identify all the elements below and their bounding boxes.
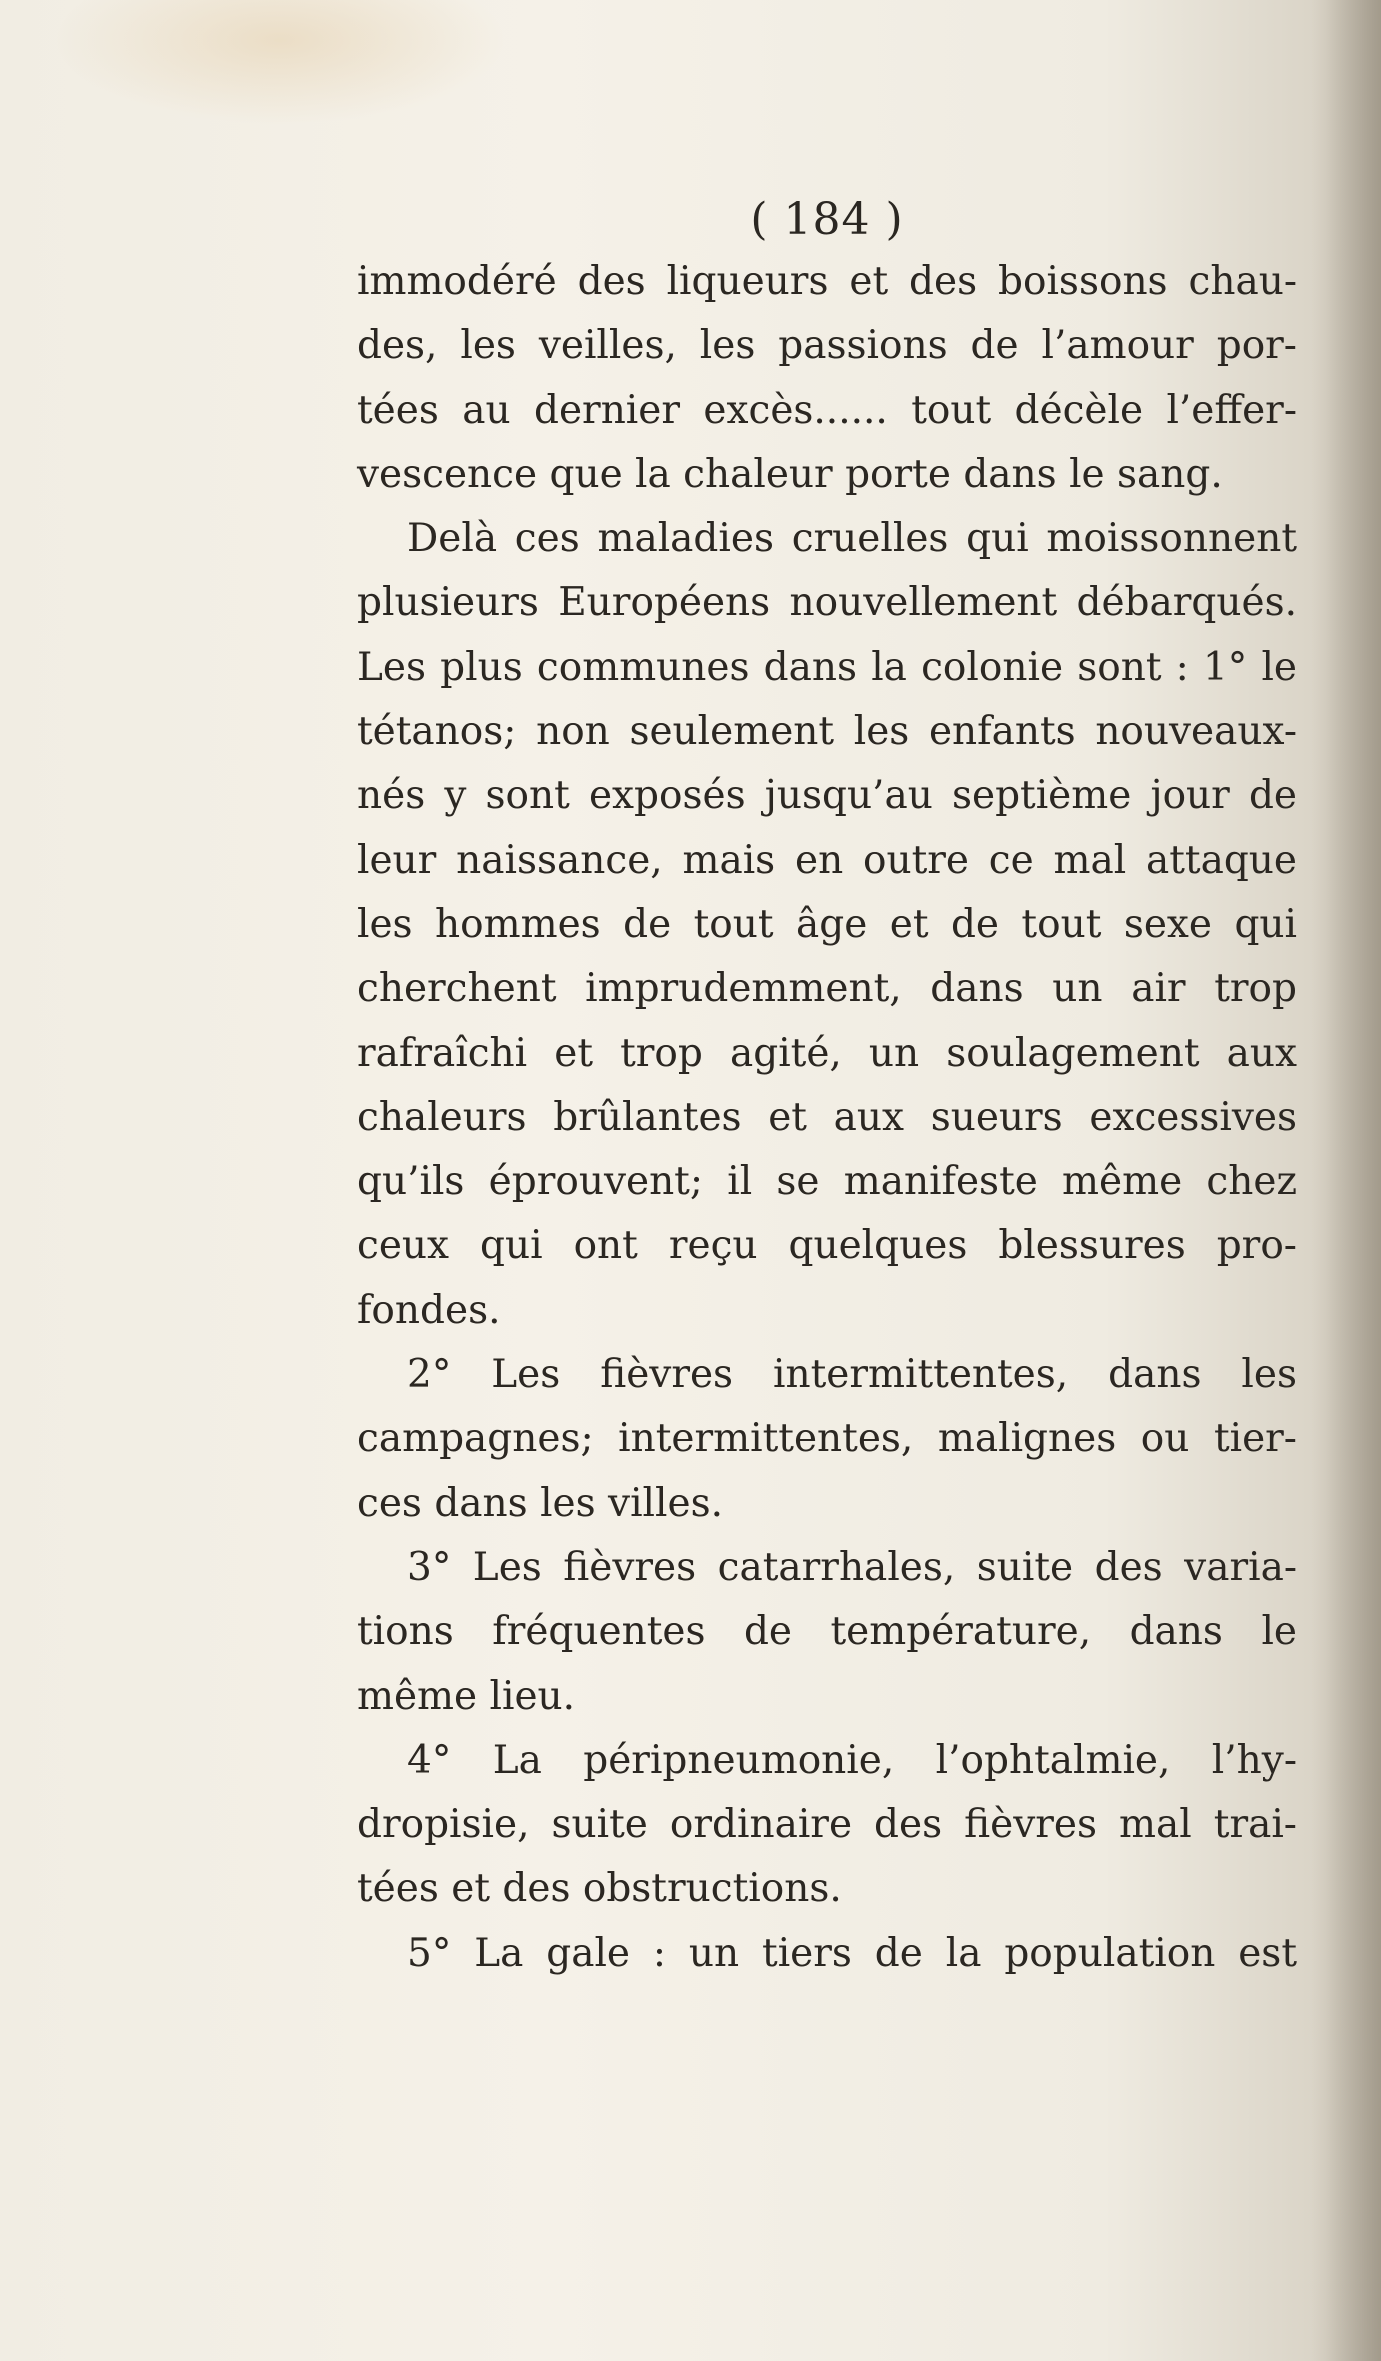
text-line: fondes. (357, 1287, 501, 1333)
text-line: tées au dernier excès...... tout décèle l’effer- (357, 387, 1297, 433)
text-line: 4° La péripneumonie, l’ophtalmie, l’hy- (407, 1737, 1297, 1783)
text-line: rafraîchi et trop agité, un soulagement aux (357, 1030, 1297, 1076)
text-line: immodéré des liqueurs et des boissons chau- (357, 259, 1297, 304)
text-line: nés y sont exposés jusqu’au septième jour de (357, 773, 1297, 819)
body-text (357, 250, 1297, 1986)
text-line: des, les veilles, les passions de l’amour por- (357, 323, 1297, 369)
text-line: campagnes; intermittentes, malignes ou tier- (357, 1416, 1297, 1462)
page-text-block (357, 190, 1297, 1986)
text-line: qu’ils éprouvent; il se manifeste même chez (357, 1159, 1297, 1205)
spine-shadow (1311, 0, 1381, 2361)
text-line: les hommes de tout âge et de tout sexe qui (357, 901, 1297, 947)
text-line: leur naissance, mais en outre ce mal attaque (357, 837, 1297, 883)
text-line: chaleurs brûlantes et aux sueurs excessives (357, 1094, 1297, 1140)
text-line: 2° Les fièvres intermittentes, dans les (407, 1352, 1297, 1398)
text-line: tions fréquentes de température, dans le (357, 1609, 1297, 1655)
text-line: tétanos; non seulement les enfants nouveaux- (357, 709, 1297, 755)
text-line: même lieu. (357, 1673, 576, 1719)
page-number: ( 184 ) (750, 194, 904, 245)
text-line: Delà ces maladies cruelles qui moissonnent (407, 516, 1297, 562)
text-line: ces dans les villes. (357, 1480, 723, 1526)
text-line: Les plus communes dans la colonie sont : 1° le (357, 644, 1297, 690)
text-line: dropisie, suite ordinaire des fièvres mal trai- (357, 1802, 1297, 1848)
text-line: cherchent imprudemment, dans un air trop (357, 966, 1297, 1012)
text-line: ceux qui ont reçu quelques blessures pro- (357, 1223, 1297, 1269)
text-line: 5° La gale : un tiers de la population est (407, 1930, 1297, 1976)
text-line: 3° Les fièvres catarrhales, suite des varia- (407, 1544, 1297, 1590)
text-line: vescence que la chaleur porte dans le sang. (357, 451, 1223, 497)
text-line: tées et des obstructions. (357, 1866, 842, 1912)
text-line: plusieurs Européens nouvellement débarqués. (357, 580, 1297, 626)
